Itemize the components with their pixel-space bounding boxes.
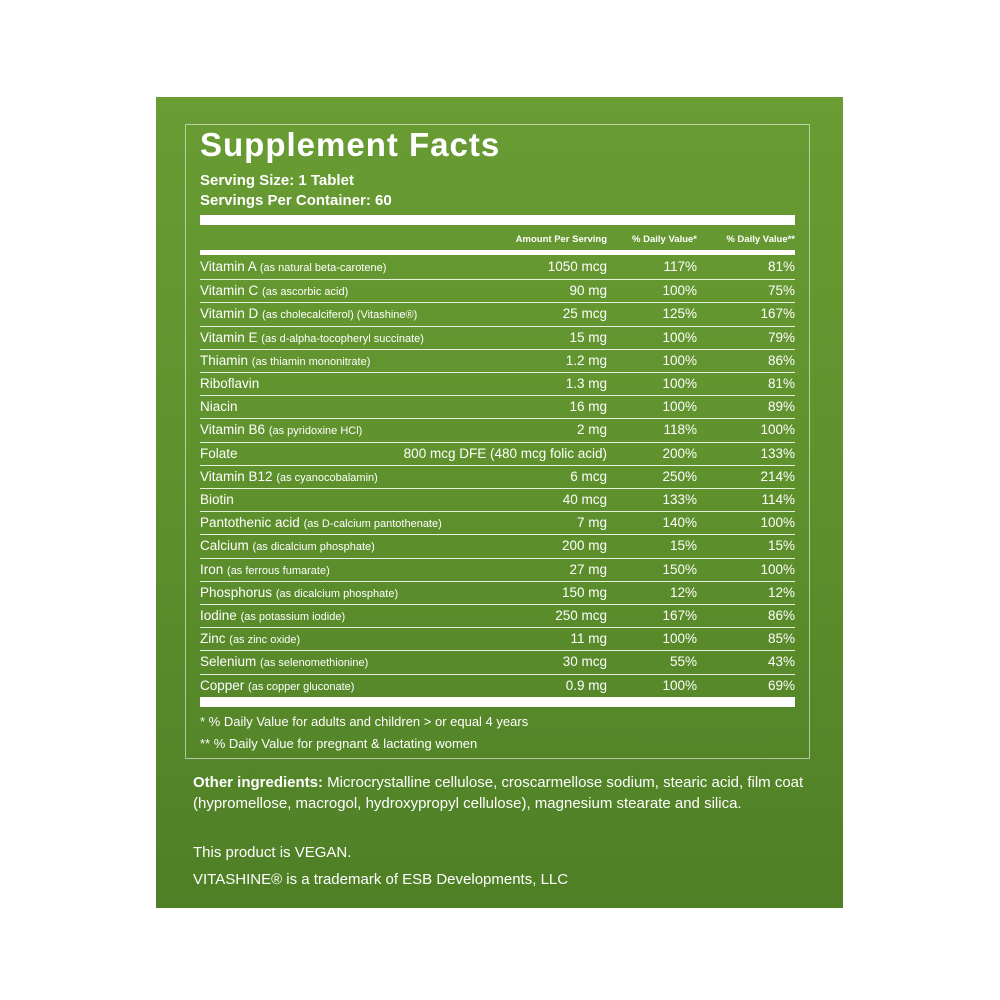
- amount-per-serving: 2 mg: [576, 422, 607, 438]
- table-row: [200, 418, 795, 441]
- daily-value-pregnant: 75%: [767, 283, 795, 299]
- header-daily-value-pregnant: % Daily Value**: [726, 234, 795, 245]
- table-row: [200, 627, 795, 650]
- nutrient-name-cell: [200, 469, 378, 484]
- amount-per-serving: 30 mcg: [562, 654, 607, 670]
- daily-value-pregnant: 12%: [767, 584, 795, 600]
- daily-value-pregnant: 214%: [760, 468, 795, 484]
- daily-value-pregnant: 85%: [767, 631, 795, 647]
- daily-value-pregnant: 167%: [760, 306, 795, 322]
- table-row: [200, 302, 795, 325]
- daily-value: 140%: [662, 515, 697, 531]
- nutrient-name-cell: [200, 422, 362, 437]
- nutrient-source: (as thiamin mononitrate): [251, 355, 371, 368]
- bottom-thick-rule: [200, 697, 795, 707]
- table-row: [200, 558, 795, 581]
- nutrient-name-cell: [200, 538, 375, 553]
- other-ingredients: [193, 772, 823, 814]
- amount-per-serving: 90 mg: [569, 283, 607, 299]
- daily-value-pregnant: 100%: [760, 422, 795, 438]
- amount-per-serving: 25 mcg: [562, 306, 607, 322]
- nutrient-name-cell: [200, 562, 330, 577]
- daily-value: 100%: [662, 352, 697, 368]
- nutrient-name: Vitamin B12: [200, 468, 273, 484]
- nutrient-name-cell: [200, 608, 345, 623]
- daily-value: 15%: [669, 538, 697, 554]
- nutrient-name: Thiamin: [200, 352, 249, 368]
- other-ingredients-text: Microcrystalline cellulose, croscarmellose sodium, stearic acid, film coat (hypromellose, macrogol, hydroxypropyl cellulose), magnesium stearate and silica.: [193, 774, 804, 812]
- nutrient-source: (as cholecalciferol) (Vitashine®): [262, 309, 418, 322]
- daily-value-pregnant: 43%: [767, 654, 795, 670]
- amount-per-serving: 40 mcg: [562, 492, 607, 507]
- nutrient-name: Vitamin A: [200, 259, 257, 274]
- daily-value: 200%: [662, 445, 697, 461]
- daily-value-pregnant: 15%: [767, 538, 795, 554]
- nutrient-name-cell: [200, 399, 238, 414]
- table-row: [200, 279, 795, 302]
- amount-per-serving: 7 mg: [576, 515, 607, 531]
- daily-value: 167%: [662, 608, 697, 623]
- daily-value: 100%: [662, 399, 697, 415]
- header-rule: [200, 250, 795, 255]
- daily-value: 118%: [663, 422, 697, 438]
- table-row: [200, 372, 795, 395]
- daily-value: 117%: [663, 259, 697, 274]
- nutrient-name: Folate: [200, 445, 238, 461]
- header-daily-value: % Daily Value*: [632, 234, 697, 245]
- daily-value: 55%: [669, 654, 697, 670]
- daily-value: 100%: [662, 283, 697, 299]
- amount-per-serving: 11 mg: [570, 631, 607, 647]
- table-row: [200, 442, 795, 465]
- amount-per-serving: 16 mg: [569, 399, 607, 415]
- nutrient-name: Pantothenic acid: [200, 515, 300, 531]
- amount-per-serving: 150 mg: [561, 584, 607, 600]
- nutrient-source: (as potassium iodide): [240, 611, 346, 623]
- amount-per-serving: 250 mcg: [555, 608, 607, 623]
- table-row: [200, 326, 795, 349]
- daily-value-pregnant: 100%: [760, 515, 795, 531]
- nutrient-source: (as d-alpha-tocopheryl succinate): [261, 332, 424, 345]
- amount-per-serving: 1.3 mg: [565, 376, 607, 391]
- table-row: [200, 465, 795, 488]
- daily-value: 250%: [662, 468, 697, 484]
- nutrient-source: (as pyridoxine HCl): [268, 425, 363, 438]
- daily-value: 133%: [662, 492, 697, 507]
- supplement-facts-title: Supplement Facts: [200, 126, 501, 163]
- daily-value-pregnant: 79%: [767, 329, 795, 345]
- daily-value: 100%: [662, 376, 697, 391]
- nutrient-name-cell: [200, 376, 259, 391]
- other-ingredients-label: Other ingredients:: [193, 774, 324, 791]
- daily-value-pregnant: 133%: [760, 445, 795, 461]
- daily-value-pregnant: 86%: [767, 608, 795, 623]
- nutrient-name-cell: [200, 515, 442, 530]
- nutrient-name: Riboflavin: [200, 376, 260, 391]
- nutrient-source: (as natural beta-carotene): [259, 262, 387, 274]
- nutrient-name-cell: [200, 585, 398, 600]
- footnote-adults: * % Daily Value for adults and children > or equal 4 years: [200, 714, 529, 729]
- nutrient-name: Vitamin C: [200, 283, 259, 299]
- nutrient-source: (as D-calcium pantothenate): [303, 518, 442, 531]
- daily-value-pregnant: 81%: [767, 259, 795, 274]
- servings-per-container: Servings Per Container: 60: [200, 192, 392, 209]
- trademark-statement: VITASHINE® is a trademark of ESB Developments, LLC: [193, 871, 569, 888]
- amount-per-serving: 200 mg: [561, 538, 607, 554]
- amount-per-serving: 0.9 mg: [565, 677, 607, 693]
- nutrient-name: Iron: [200, 561, 224, 577]
- serving-size: Serving Size: 1 Tablet: [200, 172, 354, 189]
- nutrient-name-cell: [200, 353, 370, 368]
- nutrient-name-cell: [200, 492, 234, 507]
- nutrient-name-cell: [200, 330, 424, 345]
- nutrient-name: Copper: [200, 677, 245, 693]
- daily-value: 100%: [662, 631, 697, 647]
- amount-per-serving: 1050 mcg: [547, 259, 607, 274]
- nutrient-name-cell: [200, 654, 368, 669]
- nutrient-source: (as selenomethionine): [260, 657, 369, 670]
- daily-value-pregnant: 100%: [760, 561, 795, 577]
- daily-value-pregnant: 114%: [761, 492, 795, 507]
- table-row: [200, 674, 795, 697]
- daily-value-pregnant: 89%: [767, 399, 795, 415]
- amount-per-serving: 6 mcg: [570, 468, 607, 484]
- nutrient-source: (as ascorbic acid): [262, 286, 349, 299]
- footnote-pregnant: ** % Daily Value for pregnant & lactating women: [200, 736, 478, 751]
- table-row: [200, 395, 795, 418]
- nutrient-source: (as cyanocobalamin): [276, 471, 378, 484]
- nutrient-source: (as copper gluconate): [248, 680, 355, 693]
- nutrient-name-cell: [200, 446, 238, 461]
- daily-value-pregnant: 86%: [767, 352, 795, 368]
- nutrient-name: Zinc: [200, 631, 226, 647]
- nutrient-name-cell: [200, 678, 354, 693]
- nutrient-name: Phosphorus: [200, 584, 273, 600]
- table-row: [200, 349, 795, 372]
- top-thick-rule: [200, 215, 795, 225]
- daily-value: 125%: [662, 306, 697, 322]
- daily-value-pregnant: 81%: [767, 376, 795, 391]
- amount-per-serving: 800 mcg DFE (480 mcg folic acid): [403, 445, 607, 461]
- nutrient-name: Biotin: [200, 492, 234, 507]
- nutrient-name: Vitamin B6: [200, 422, 266, 438]
- daily-value: 12%: [669, 584, 697, 600]
- header-amount-per-serving: Amount Per Serving: [515, 234, 607, 245]
- nutrient-name: Vitamin E: [200, 329, 258, 345]
- nutrient-name-cell: [200, 306, 417, 321]
- table-row: [200, 534, 795, 557]
- nutrient-name: Niacin: [200, 399, 238, 415]
- table-row: [200, 581, 795, 604]
- amount-per-serving: 15 mg: [569, 329, 607, 345]
- table-row: [200, 256, 795, 279]
- nutrient-name: Vitamin D: [200, 306, 259, 322]
- nutrient-source: (as dicalcium phosphate): [275, 587, 399, 600]
- daily-value: 100%: [662, 677, 697, 693]
- nutrient-source: (as ferrous fumarate): [227, 564, 330, 577]
- table-row: [200, 488, 795, 511]
- vegan-statement: This product is VEGAN.: [193, 844, 352, 861]
- nutrient-source: (as dicalcium phosphate): [252, 541, 375, 554]
- daily-value-pregnant: 69%: [767, 677, 795, 693]
- amount-per-serving: 27 mg: [569, 561, 607, 577]
- nutrient-name: Calcium: [200, 538, 249, 554]
- nutrient-name: Selenium: [200, 654, 257, 670]
- daily-value: 150%: [662, 561, 697, 577]
- nutrient-name-cell: [200, 631, 300, 646]
- table-row: [200, 650, 795, 673]
- nutrient-name-cell: [200, 283, 348, 298]
- nutrient-name-cell: [200, 259, 386, 274]
- nutrient-source: (as zinc oxide): [229, 634, 301, 647]
- table-row: [200, 604, 795, 627]
- nutrient-name: Iodine: [200, 608, 237, 623]
- amount-per-serving: 1.2 mg: [565, 352, 607, 368]
- daily-value: 100%: [662, 329, 697, 345]
- table-row: [200, 511, 795, 534]
